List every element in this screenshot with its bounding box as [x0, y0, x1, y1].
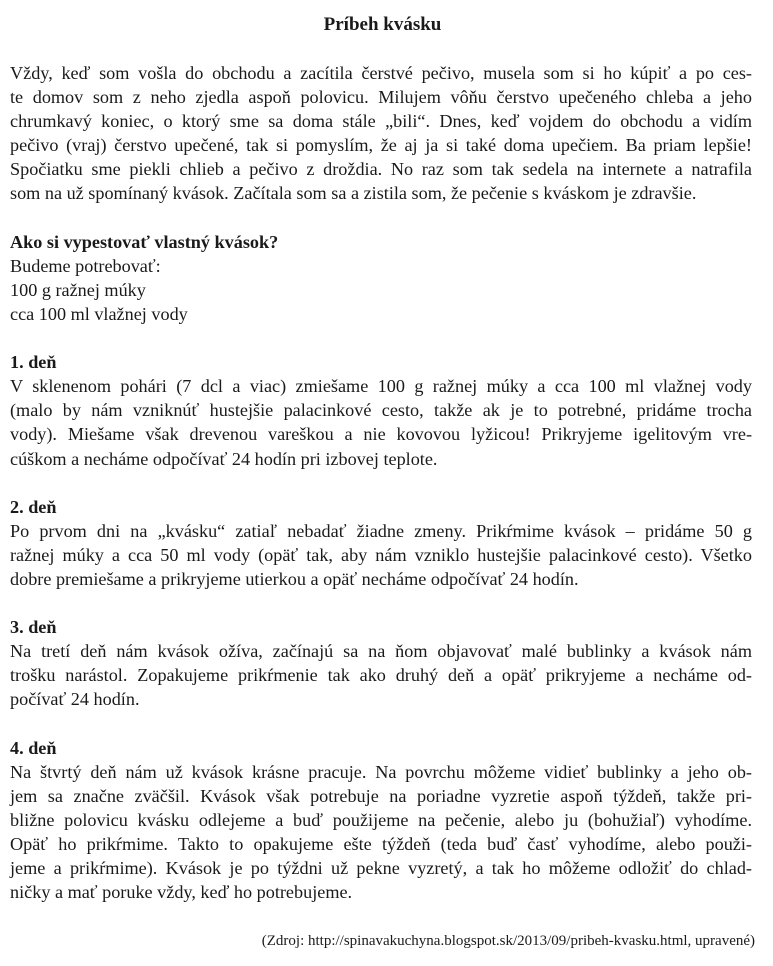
intro-line: pečivo (vraj) čerstvo upečené, tak si pomyslím, že aj ja si také doma upečiem. Ba priam lepšie!: [10, 135, 752, 156]
intro-line: som na už spomínaný kvások. Začítala som sa a zistila som, že pečenie s kváskom je zdravšie.: [10, 183, 697, 204]
day-line: počívať 24 hodín.: [10, 689, 140, 710]
day-section-3: [10, 615, 752, 711]
day-line: trošku narástol. Zopakujeme prikŕmenie tak ako druhý deň a opäť prikryjeme a necháme od-: [10, 665, 752, 686]
intro-line: Vždy, keď som vošla do obchodu a zacítila čerstvé pečivo, musela som si ho kúpiť a po ces-: [10, 63, 752, 83]
day-heading: 1. deň: [10, 352, 57, 373]
document-body: [10, 61, 752, 904]
intro-line: Spočiatku sme piekli chlieb a pečivo z droždia. No raz som tak sedela na internete a natrafila: [10, 159, 752, 180]
day-line: Na tretí deň nám kvások ožíva, začínajú sa na ňom objavovať malé bublinky a kvások nám: [10, 641, 752, 662]
spacer: [10, 591, 752, 615]
day-heading: 4. deň: [10, 737, 57, 758]
day-line: dobre premiešame a prikryjeme utierkou a opäť necháme odpočívať 24 hodín.: [10, 568, 579, 589]
ingredient-line: 100 g ražnej múky: [10, 279, 146, 300]
day-line: bližne polovicu kvásku odlejeme a buď použijeme na pečenie, alebo ju (bohužiaľ) vyhodíme.: [10, 809, 752, 830]
day-line: (malo by nám vzniknúť hustejšie palacinkové cesto, takže ak je to potrebné, pridáme trocha: [10, 400, 752, 421]
day-line: jeme a prikŕmime). Kvások je po týždni už pekne vyzretý, a tak ho môžeme odložiť do chlad-: [10, 858, 752, 879]
day-section-4: [10, 736, 752, 905]
day-line: V sklenenom pohári (7 dcl a viac) zmiešame 100 g ražnej múky a cca 100 ml vlažnej vody: [10, 376, 752, 397]
day-line: cúškom a necháme odpočívať 24 hodín pri izbovej teplote.: [10, 448, 438, 469]
day-line: Na štvrtý deň nám už kvások krásne pracuje. Na povrchu môžeme vidieť bublinky a jeho ob-: [10, 761, 752, 782]
day-section-2: [10, 495, 752, 591]
spacer: [10, 712, 752, 736]
spacer: [10, 471, 752, 495]
day-line: Po prvom dni na „kvásku“ zatiaľ nebadať žiadne zmeny. Prikŕmime kvások – pridáme 50 g: [10, 520, 752, 541]
day-line: jem sa značne zväčšil. Kvások však potrebuje na poriadne vyzretie aspoň týždeň, takže pri-: [10, 785, 752, 806]
ingredient-line: cca 100 ml vlažnej vody: [10, 303, 188, 324]
spacer: [10, 326, 752, 350]
document-title: Príbeh kvásku: [323, 14, 442, 35]
day-heading: 2. deň: [10, 496, 57, 517]
day-heading: 3. deň: [10, 617, 57, 638]
howto-section: [10, 230, 752, 326]
day-section-1: [10, 350, 752, 470]
intro-line: te domov som z neho zjedla aspoň polovicu. Milujem vôňu čerstvo upečeného chleba a jeho: [10, 87, 752, 108]
spacer: [10, 206, 752, 230]
day-line: Opäť ho prikŕmime. Takto to opakujeme ešte týždeň (teda buď časť vyhodíme, alebo použi-: [10, 834, 752, 854]
ingredient-line: Budeme potrebovať:: [10, 255, 161, 276]
section-heading: Ako si vypestovať vlastný kvások?: [10, 231, 279, 252]
day-line: ničky a mať poruke vždy, keď ho potrebujeme.: [10, 882, 353, 903]
day-line: ražnej múky a cca 50 ml vody (opäť tak, aby nám vzniklo hustejšie palacinkové cesto). Všetko: [10, 544, 752, 565]
intro-paragraph: [10, 61, 752, 206]
source-citation: (Zdroj: http://spinavakuchyna.blogspot.sk/2013/09/pribeh-kvasku.html, upravené): [261, 933, 755, 949]
day-line: vody). Miešame však drevenou vareškou a nie kovovou lyžicou! Prikryjeme igelitovým vre-: [10, 424, 752, 445]
intro-line: chrumkavý koniec, o ktorý sme sa doma stále „bili“. Dnes, keď vojdem do obchodu a vidím: [10, 111, 752, 132]
